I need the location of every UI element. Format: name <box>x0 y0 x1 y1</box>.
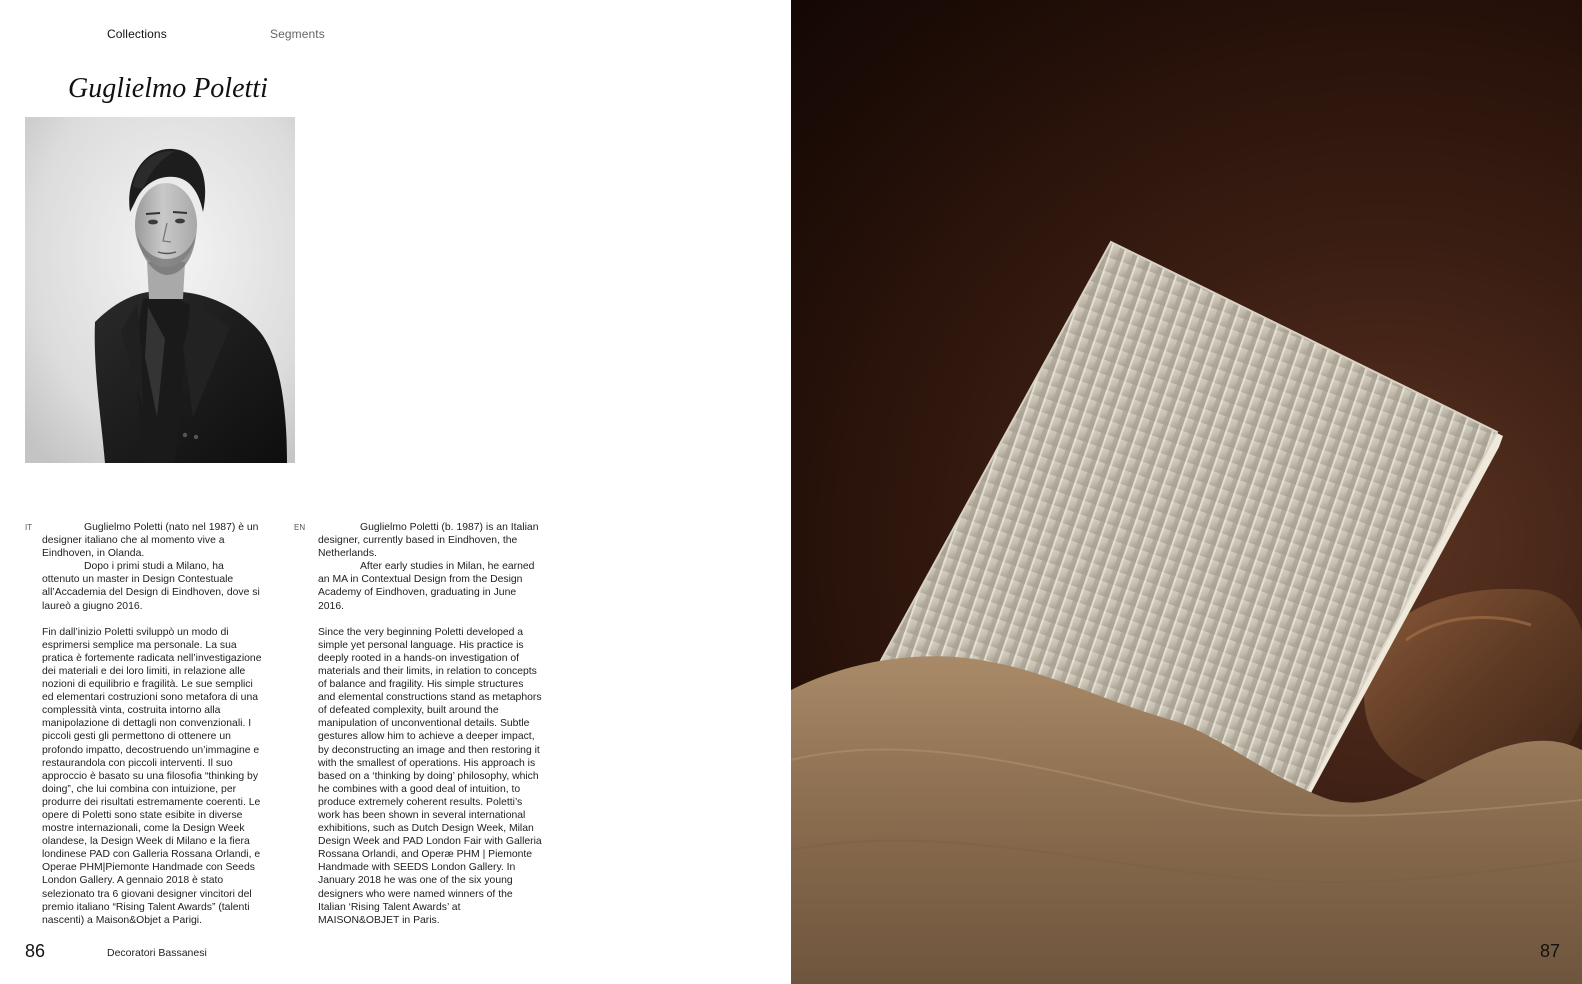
italian-paragraph-3: Fin dall’inizio Poletti sviluppò un modo di esprimersi semplice ma personale. La sua pratica è fortemente radicata nell’investigazione dei materiali e dei loro limiti, in relazione alle nozioni di equilibrio e fragilità. Le sue semplici ed elementari costruzioni sono metafora di una complessità vinta, costruita intorno alla manipolazione di dettagli non convenzionali. I piccoli gesti gli permettono di ottenere un profondo impatto, decostruendo un’immagine e restaurandola con piccoli interventi. Il suo approccio è basato su una filosofia “thinking by doing”, che lui combina con intuizione, per produrre dei risultati estremamente coerenti. Le opere di Poletti sono state esibite in diverse mostre internazionali, come la Design Week olandese, la Design Week di Milano e la fiera londinese PAD con Galleria Rossana Orlandi, e Operae PHM|Piemonte Handmade con Seeds London Gallery. A gennaio 2018 è stato selezionato tra 6 giovani designer vincitori del premio italiano “Rising Talent Awards” (talenti nascenti) a Maison&Objet a Parigi. <box>42 626 262 926</box>
page-number-left: 86 <box>25 941 46 961</box>
language-label-english: EN <box>294 523 306 532</box>
italian-paragraph-2: Dopo i primi studi a Milano, ha ottenuto un master in Design Contestuale all’Accademia del Design di Eindhoven, dove si laureò a giugno 2016. <box>42 561 260 612</box>
english-paragraph-1: Guglielmo Poletti (b. 1987) is an Italian designer, currently based in Eindhoven, the Netherlands. <box>318 522 539 560</box>
nav-collections-link[interactable]: Collections <box>107 27 167 41</box>
designer-portrait-photo <box>25 117 295 463</box>
publication-name: Decoratori Bassanesi <box>107 947 207 959</box>
italian-paragraph-1: Guglielmo Poletti (nato nel 1987) è un designer italiano che al momento vive a Eindhoven, in Olanda. <box>42 522 259 560</box>
ribbed-tile-in-sand-photo <box>791 0 1582 984</box>
italian-text-column <box>42 521 264 927</box>
page-number-right: 87 <box>1539 941 1560 961</box>
english-paragraph-3: Since the very beginning Poletti developed a simple yet personal language. His practice is deeply rooted in a hands-on investigation of materials and their limits, in relation to concepts of balance and fragility. His simple structures and elemental constructions stand as metaphors of defeated complexity, built around the manipulation of unconventional details. Subtle gestures allow him to achieve a deeper impact, by deconstructing an image and then restoring it with the smallest of operations. His approach is based on a ‘thinking by doing’ philosophy, which he combines with a good deal of intuition, to produce extremely coherent results. Poletti’s work has been shown in several international exhibitions, such as Dutch Design Week, Milan Design Week and PAD London Fair with Galleria Rossana Orlandi, and Operæ PHM | Piemonte Handmade with SEEDS London Gallery. In January 2018 he was one of the six young designers who were named winners of the Italian ‘Rising Talent Awards’ at MAISON&OBJET in Paris. <box>318 626 542 926</box>
nav-segments-link[interactable]: Segments <box>270 27 325 41</box>
language-label-italian: IT <box>25 523 33 532</box>
right-page-product-photo <box>791 0 1582 984</box>
article-title: Guglielmo Poletti <box>68 73 268 104</box>
english-text-column <box>318 521 543 927</box>
english-paragraph-2: After early studies in Milan, he earned an MA in Contextual Design from the Design Academy of Eindhoven, graduating in June 2016. <box>318 561 535 612</box>
